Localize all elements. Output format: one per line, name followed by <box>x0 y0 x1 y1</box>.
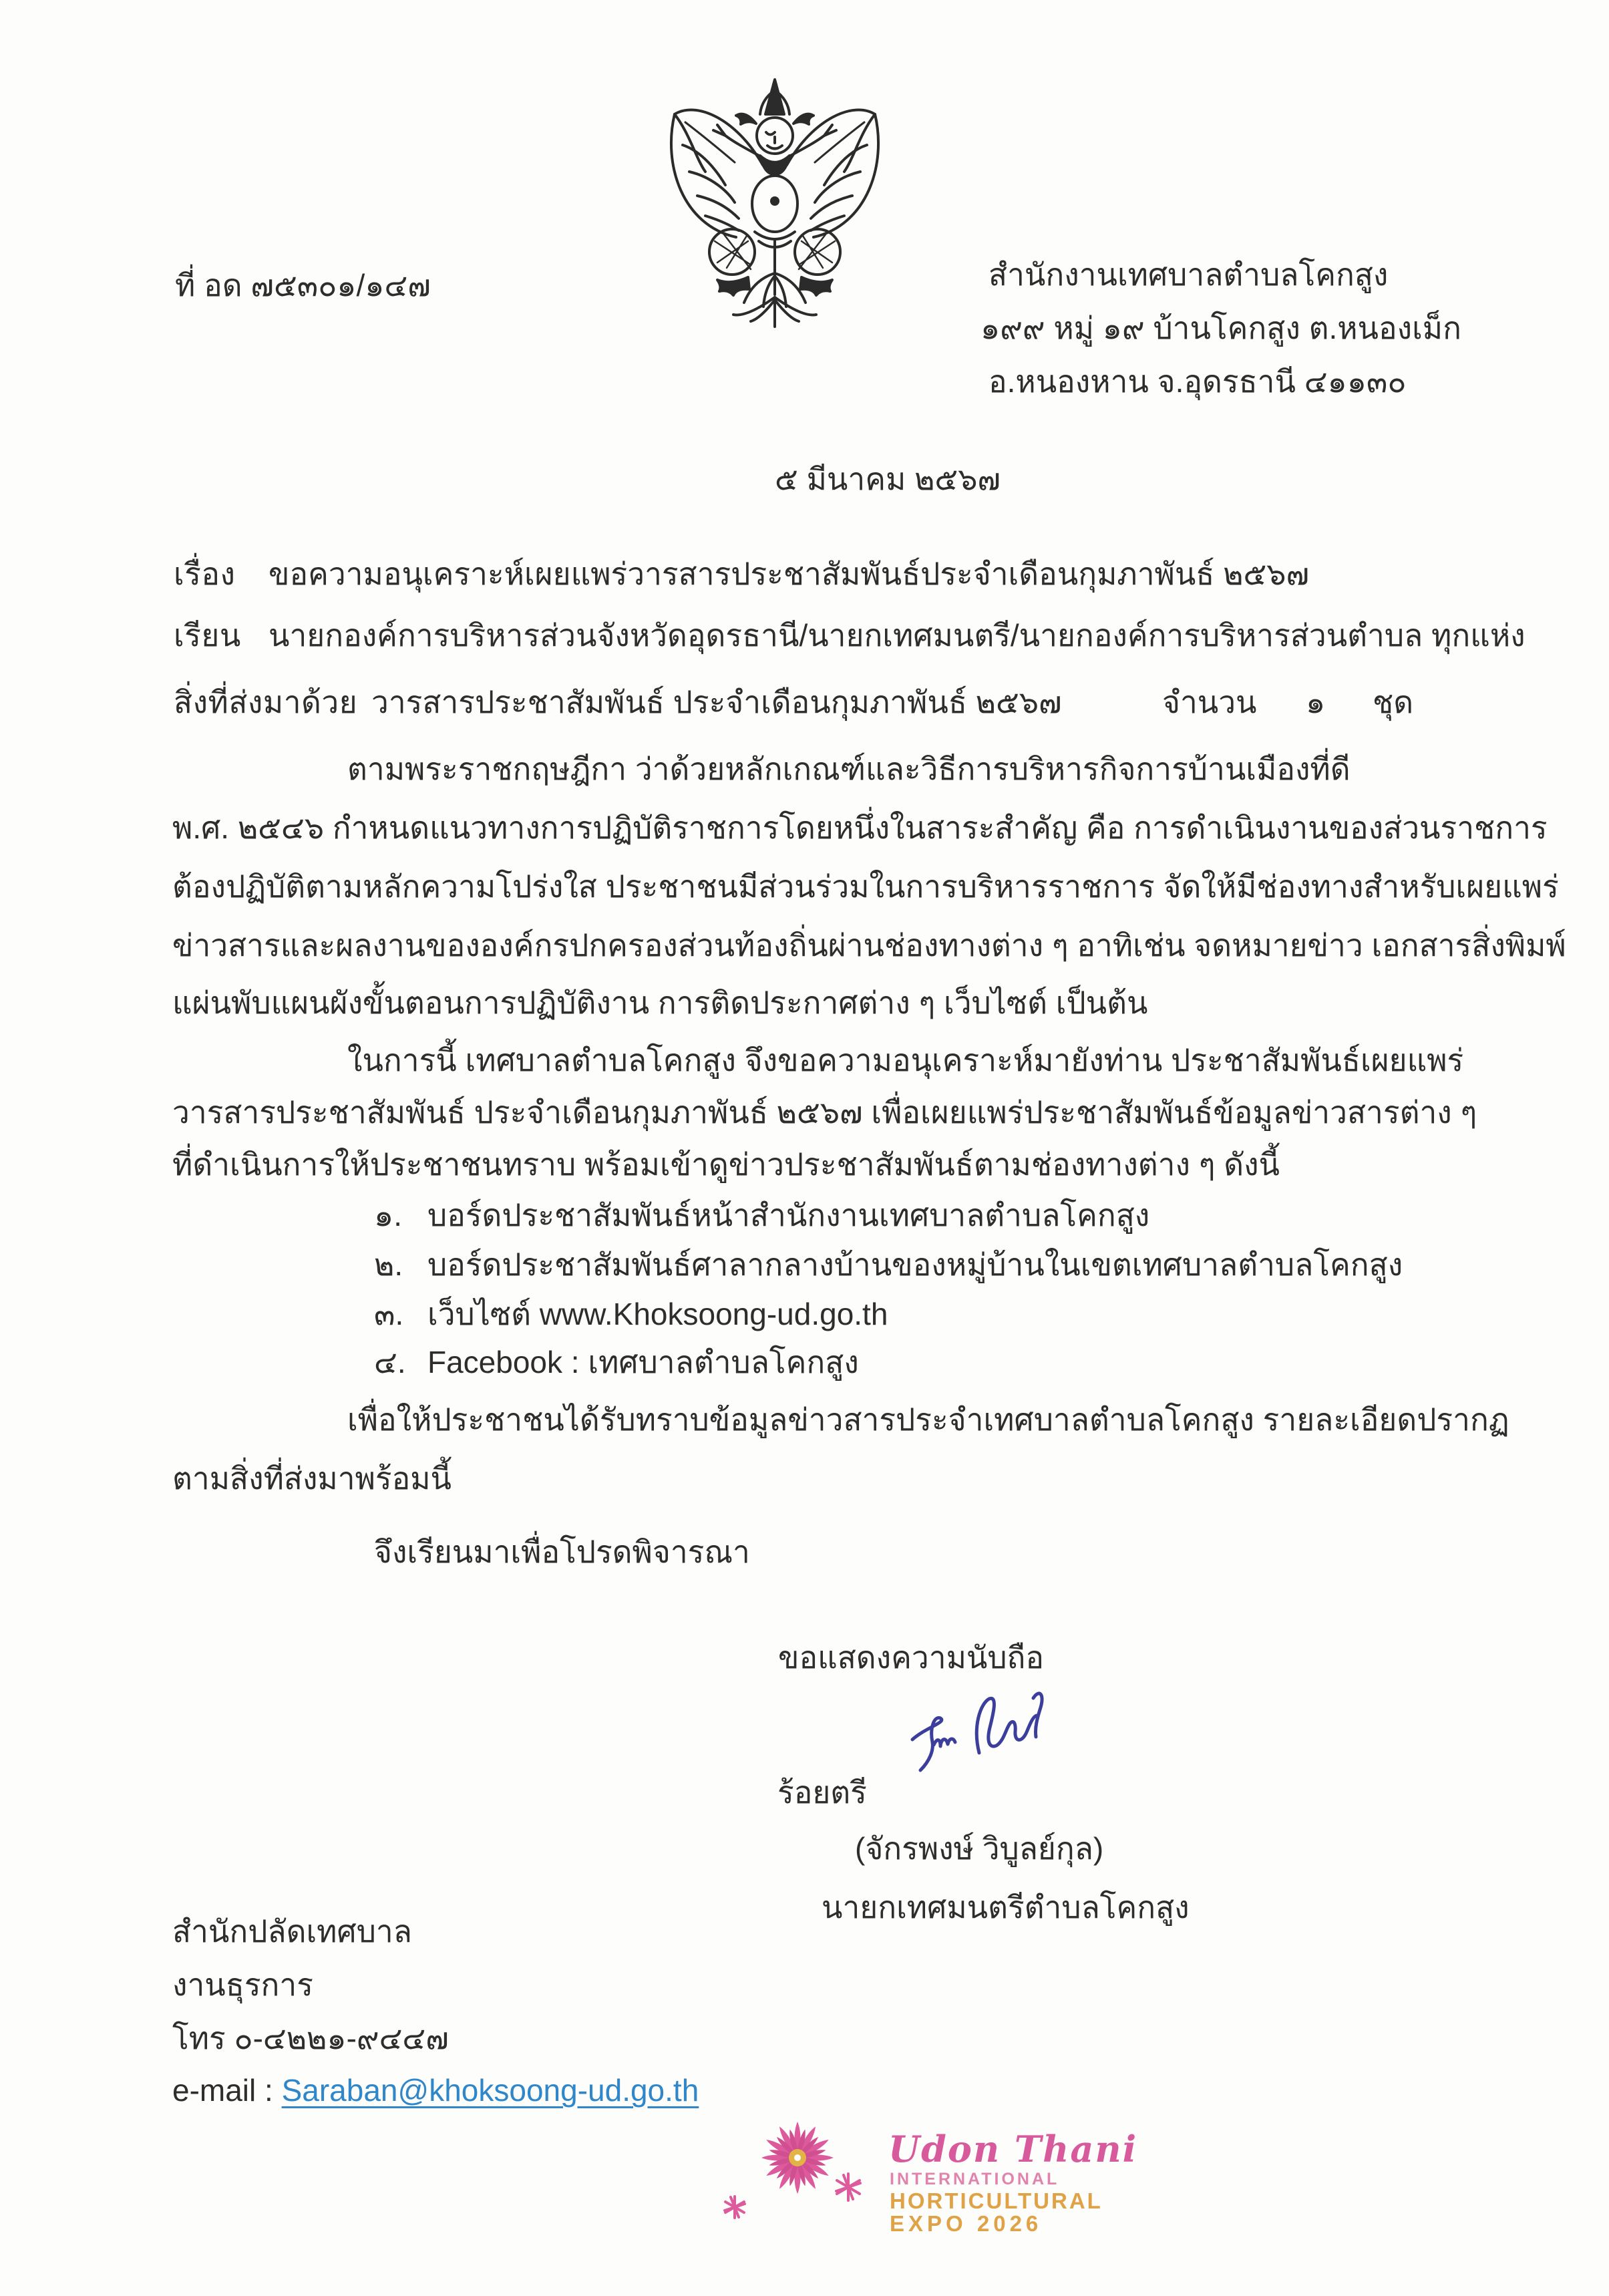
to-label: เรียน <box>174 618 241 653</box>
footer-department: สำนักปลัดเทศบาล <box>172 1914 412 1949</box>
garuda-emblem-icon <box>655 70 895 334</box>
footer-phone: โทร ๐-๔๒๒๑-๙๔๔๗ <box>172 2021 449 2056</box>
footer-section: งานธุรการ <box>172 1967 313 2002</box>
body-line: ข่าวสารและผลงานขององค์กรปกครองส่วนท้องถิ่นผ่านช่องทางต่าง ๆ อาทิเช่น จดหมายข่าว เอกสารสิ่งพิมพ์ <box>172 928 1566 963</box>
list-item-text: บอร์ดประชาสัมพันธ์หน้าสำนักงานเทศบาลตำบลโคกสูง <box>427 1198 1150 1233</box>
signer-title: นายกเทศมนตรีตำบลโคกสูง <box>822 1890 1190 1925</box>
list-item-number: ๔. <box>374 1345 406 1379</box>
body-line: วารสารประชาสัมพันธ์ ประจำเดือนกุมภาพันธ์ ๒๕๖๗ เพื่อเผยแพร่ประชาสัมพันธ์ข้อมูลข่าวสารต่าง ๆ <box>172 1095 1477 1130</box>
footer-email-row <box>172 2070 699 2111</box>
list-item-text: เว็บไซต์ www.Khoksoong-ud.go.th <box>427 1297 888 1331</box>
office-province-line: อ.หนองหาน จ.อุดรธานี ๔๑๑๓๐ <box>989 364 1407 399</box>
expo-flower-icon <box>716 2119 883 2233</box>
subject-label: เรื่อง <box>174 556 236 591</box>
body-line: ตามสิ่งที่ส่งมาพร้อมนี้ <box>172 1461 452 1496</box>
expo-logo-line3: EXPO 2026 <box>890 2211 1043 2236</box>
enclosure-amount-label: จำนวน <box>1162 685 1257 719</box>
email-label: e-mail : <box>172 2073 282 2108</box>
list-item-number: ๒. <box>374 1247 403 1282</box>
office-name: สำนักงานเทศบาลตำบลโคกสูง <box>989 257 1389 292</box>
body-line: ในการนี้ เทศบาลตำบลโคกสูง จึงขอความอนุเคราะห์มายังท่าน ประชาสัมพันธ์เผยแพร่ <box>347 1043 1464 1078</box>
salutation: ขอแสดงความนับถือ <box>778 1640 1045 1675</box>
list-item-text: บอร์ดประชาสัมพันธ์ศาลากลางบ้านของหมู่บ้านในเขตเทศบาลตำบลโคกสูง <box>427 1247 1403 1282</box>
email-link[interactable]: Saraban@khoksoong-ud.go.th <box>281 2073 699 2108</box>
body-line: แผ่นพับแผนผังขั้นตอนการปฏิบัติงาน การติดประกาศต่าง ๆ เว็บไซต์ เป็นต้น <box>172 985 1148 1020</box>
list-item-number: ๓. <box>374 1297 404 1331</box>
enclosure-amount: ๑ <box>1306 685 1326 719</box>
signature-ink-icon <box>895 1683 1055 1790</box>
expo-logo-line2: HORTICULTURAL <box>890 2188 1103 2213</box>
office-address-line: ๑๙๙ หมู่ ๑๙ บ้านโคกสูง ต.หนองเม็ก <box>980 311 1461 345</box>
signer-name: (จักรพงษ์ วิบูลย์กุล) <box>855 1831 1104 1866</box>
letter-date: ๕ มีนาคม ๒๕๖๗ <box>775 462 1001 496</box>
body-line: เพื่อให้ประชาชนได้รับทราบข้อมูลข่าวสารประจำเทศบาลตำบลโคกสูง รายละเอียดปรากฏ <box>347 1402 1509 1437</box>
subject-text: ขอความอนุเคราะห์เผยแพร่วารสารประชาสัมพันธ์ประจำเดือนกุมภาพันธ์ ๒๕๖๗ <box>269 556 1310 591</box>
expo-logo-title: Udon Thani <box>888 2128 1138 2170</box>
expo-logo-line1: INTERNATIONAL <box>890 2170 1060 2188</box>
body-line: พ.ศ. ๒๕๔๖ กำหนดแนวทางการปฏิบัติราชการโดยหนึ่งในสาระสำคัญ คือ การดำเนินงานของส่วนราชการ <box>172 810 1548 845</box>
body-line: ตามพระราชกฤษฎีกา ว่าด้วยหลักเกณฑ์และวิธีการบริหารกิจการบ้านเมืองที่ดี <box>347 752 1351 786</box>
enclosure-label: สิ่งที่ส่งมาด้วย <box>174 685 358 719</box>
list-item-text: Facebook : เทศบาลตำบลโคกสูง <box>427 1345 859 1379</box>
letter-number: ที่ อด ๗๕๓๐๑/๑๔๗ <box>175 268 431 303</box>
to-text: นายกองค์การบริหารส่วนจังหวัดอุดรธานี/นายกเทศมนตรี/นายกองค์การบริหารส่วนตำบล ทุกแห่ง <box>269 618 1526 653</box>
list-item-number: ๑. <box>374 1198 402 1233</box>
body-line: ที่ดำเนินการให้ประชาชนทราบ พร้อมเข้าดูข่าวประชาสัมพันธ์ตามช่องทางต่าง ๆ ดังนี้ <box>172 1147 1280 1182</box>
signer-rank: ร้อยตรี <box>777 1775 867 1810</box>
enclosure-amount-unit: ชุด <box>1373 685 1414 719</box>
list-item <box>374 1194 1149 1236</box>
list-item <box>374 1293 888 1335</box>
body-line: ต้องปฏิบัติตามหลักความโปร่งใส ประชาชนมีส่วนร่วมในการบริหารราชการ จัดให้มีช่องทางสำหรับเผยแพร่ <box>172 869 1559 904</box>
list-item <box>374 1341 859 1383</box>
enclosure-text: วารสารประชาสัมพันธ์ ประจำเดือนกุมภาพันธ์ ๒๕๖๗ <box>371 685 1062 719</box>
closing-request: จึงเรียนมาเพื่อโปรดพิจารณา <box>374 1534 750 1569</box>
list-item <box>374 1244 1403 1285</box>
